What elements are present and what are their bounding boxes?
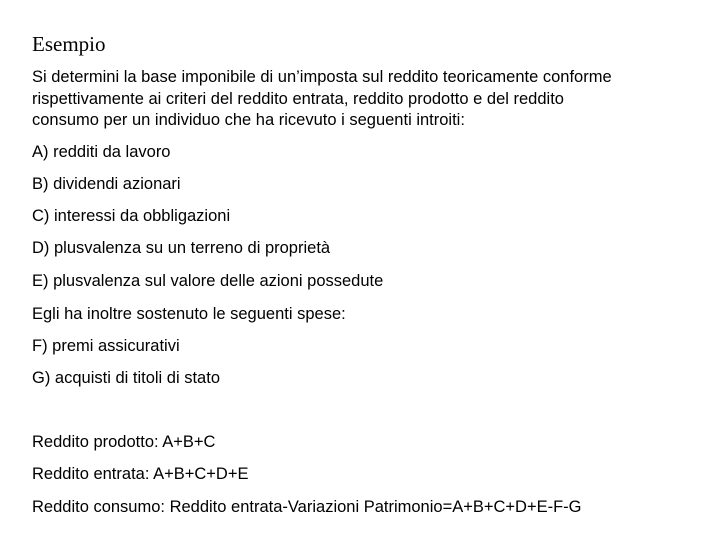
result-reddito-consumo: Reddito consumo: Reddito entrata-Variazioni Patrimonio=A+B+C+D+E-F-G bbox=[32, 498, 582, 516]
income-item-b: B) dividendi azionari bbox=[32, 175, 181, 193]
income-item-a: A) redditi da lavoro bbox=[32, 143, 171, 161]
intro-line-3: consumo per un individuo che ha ricevuto i seguenti introiti: bbox=[32, 111, 465, 129]
income-item-c: C) interessi da obbligazioni bbox=[32, 207, 231, 225]
slide-title: Esempio bbox=[32, 32, 106, 56]
intro-line-2: rispettivamente ai criteri del reddito entrata, reddito prodotto e del reddito bbox=[32, 90, 564, 108]
expenses-intro: Egli ha inoltre sostenuto le seguenti spese: bbox=[32, 305, 346, 323]
income-item-e: E) plusvalenza sul valore delle azioni possedute bbox=[32, 272, 384, 290]
result-reddito-prodotto: Reddito prodotto: A+B+C bbox=[32, 433, 216, 451]
result-reddito-entrata: Reddito entrata: A+B+C+D+E bbox=[32, 465, 249, 483]
expense-item-g: G) acquisti di titoli di stato bbox=[32, 369, 220, 387]
intro-line-1: Si determini la base imponibile di un’imposta sul reddito teoricamente conforme bbox=[32, 68, 612, 86]
expense-item-f: F) premi assicurativi bbox=[32, 337, 180, 355]
income-item-d: D) plusvalenza su un terreno di proprietà bbox=[32, 239, 331, 257]
